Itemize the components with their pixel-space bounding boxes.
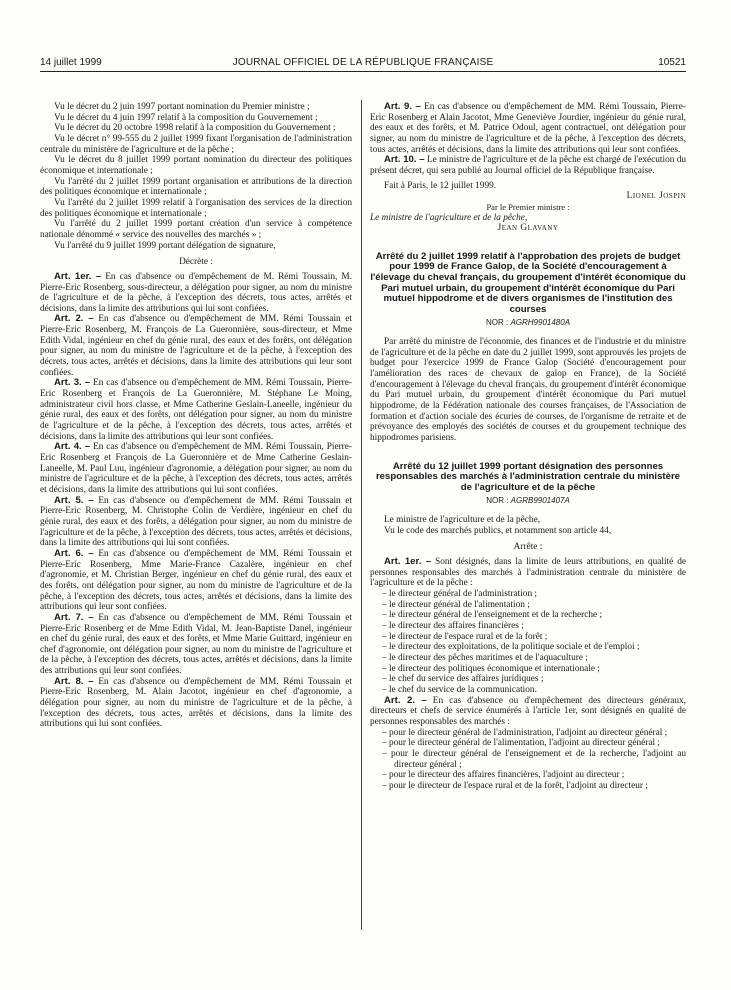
arrete-2-art-2 [370,696,686,728]
arrete-2-intro-1: Le ministre de l'agriculture et de la pêche, [384,515,541,526]
article-text: En cas d'absence ou d'empêchement de MM. Rémi Toussain et Pierre-Eric Rosenberg, M. Alain Jacotot, ingénieur en chef d'agronomie, a délégation pour signer, au nom du ministre de l'agriculture et de la pêche, à l'exception des décrets, tous actes, arrêtés et décisions, dans la limite des attributions qui lui sont confiées. [40,676,352,730]
list-item: – le directeur des affaires financières ; [382,621,524,631]
fait-line: Fait à Paris, le 12 juillet 1999. [384,180,497,191]
article-label: Art. 7. – [54,611,94,623]
article-label: Art. 1er. – [384,556,432,568]
header-title: JOURNAL OFFICIEL DE LA RÉPUBLIQUE FRANÇAISE [232,57,494,68]
arrete-1-body: Par arrêté du ministre de l'économie, des finances et de l'industrie et du ministre de l'agriculture et de la pêche en date du 2 juillet 1999, sont approuvés les projets de budget pour l'exercice 1999 de France Galop (Société d'encouragement pour l'amélioration des races de chevaux de galop en France), de la Société d'encouragement à l'élevage du cheval français, du groupement d'intérêt économique du Pari mutuel urbain, du groupement d'intérêt économique du Pari mutuel hippodrome, de la Fédération nationale des courses françaises, de l'Association de formation et d'action sociale des écuries de courses, de l'organisme de retraite et de prévoyance des employés des sociétés de courses et du groupement technique des hippodromes parisiens. [370,337,686,443]
article [370,155,686,176]
article-text: En cas d'absence ou d'empêchement de MM. Rémi Toussain, Pierre-Eric Rosenberg et François de La Gueronnière, M. Stéphane Le Moing, administrateur civil hors classe, et Mme Catherine Geslain-Laneelle, ingénieur du génie rural, des eaux et des forêts, ont délégation pour signer, au nom du ministre de l'agriculture et de la pêche, à l'exception des décrets, tous actes, arrêtés et décisions, dans la limite des attributions qui leur sont confiées. [40,378,352,442]
header-rule [40,71,686,72]
list-item: – pour le directeur des affaires financières, l'adjoint au directeur ; [382,770,625,781]
list-item: – le directeur de l'espace rural et de la forêt ; [382,631,548,642]
article-label: Art. 8. – [54,675,94,687]
visa-item: Vu le décret du 4 juin 1997 relatif à la composition du Gouvernement ; [54,112,318,123]
arrete-2-art-1 [370,557,686,589]
article-label: Art. 5. – [54,494,94,506]
article-label: Art. 1er. – [54,270,102,282]
arrete-1-title: Arrêté du 2 juillet 1999 relatif à l'approbation des projets de budget pour 1999 de France Galop, de la Société d'encouragement à l'élevage du cheval français, du groupement d'intérêt économique du Pari mutuel urbain, du groupement d'intérêt économique du Pari mutuel hippodrome et de divers organismes de l'institution des courses [370,250,686,315]
nor-label: NOR : [486,496,509,506]
article-label: Art. 4. – [54,441,91,453]
arrete-2-intro-2: Vu le code des marchés publics, et notamment son article 44, [384,525,612,536]
article-label: Art. 9. – [384,101,421,112]
article-text: En cas d'absence ou d'empêchement de MM. Rémi Toussain, Pierre-Eric Rosenberg et François de La Gueronnière et de Mme Catherine Geslain-Laneelle, M. Paul Luu, ingénieur d'agronomie, a délégation pour signer, au nom du ministre de l'agriculture et de la pêche, à l'exception des décrets, tous actes, arrêtés et décisions, dans la limite des attributions qui lui sont confiées. [40,442,352,495]
arrete-2-nor [370,496,686,507]
article [40,613,352,677]
list-item: – le chef du service des affaires juridiques ; [382,674,544,685]
left-column [40,102,352,730]
article-label: Art. 2. – [384,694,427,706]
nor-code: AGRB9901407A [510,496,570,506]
list-item: – pour le directeur général de l'enseignement et de la recherche, l'adjoint au directeur général ; [382,748,686,770]
responsables-list [370,589,686,696]
article-label: Art. 3. – [54,377,91,389]
right-column [370,102,686,792]
list-item: – pour le directeur général de l'administration, l'adjoint au directeur général ; [382,727,668,738]
article [40,549,352,613]
right-articles [370,102,686,177]
arrete-1-nor [370,318,686,329]
arrete-heading: Arrête : [513,542,543,553]
article [40,496,352,549]
visa-item: Vu le décret du 8 juillet 1999 portant nomination du directeur des politiques économique et internationale ; [40,155,352,176]
left-articles [40,272,352,730]
minister-title: Le ministre de l'agriculture et de la pêche, [370,212,528,223]
article-text: En cas d'absence ou d'empêchement de M. Rémi Toussain, M. Pierre-Eric Rosenberg, sous-directeur, a délégation pour signer, au nom du ministre de l'agriculture et de la pêche, à l'exception des décrets, tous actes, arrêtés et décisions, dans la limite des attributions qui lui sont confiées. [40,271,352,314]
signature-prime-minister: Lionel Jospin [626,191,686,202]
decrete-heading: Décrète : [179,257,213,268]
page-header [40,57,686,71]
article-text: Le ministre de l'agriculture et de la pêche est chargé de l'exécution du présent décret, qui sera publié au Journal officiel de la République française. [370,155,687,176]
article-text: Sont désignés, dans la limite de leurs attributions, en qualité de personnes responsables des marchés à l'administration centrale du ministère de l'agriculture et de la pêche : [370,557,686,589]
list-item: – le directeur des pêches maritimes et de l'aquaculture ; [382,652,588,663]
article-label: Art. 10. – [384,154,425,166]
visa-item: Vu le décret du 2 juin 1997 portant nomination du Premier ministre ; [54,102,310,112]
visa-item: Vu l'arrêté du 9 juillet 1999 portant délégation de signature, [54,240,276,251]
list-item: – pour le directeur de l'espace rural et de la forêt, l'adjoint au directeur ; [382,780,648,791]
list-item: – pour le directeur général de l'alimentation, l'adjoint au directeur général ; [382,738,661,749]
list-item: – le chef du service de la communication. [382,684,537,695]
article-text: En cas d'absence ou d'empêchement de MM. Rémi Toussain, Pierre-Eric Rosenberg et Alain Jacotot, Mme Geneviève Jourdier, ingénieur du génie rural, des eaux et des forêts, et M. Patrice Odoul, agent contractuel, ont délégation pour signer, au nom du ministre de l'agriculture et de la pêche, à l'exception des décrets, tous actes, arrêtés et décisions, dans la limite des attributions qui leur sont confiées. [370,102,687,155]
visa-list [40,102,352,251]
page-number: 10521 [658,57,686,68]
header-date: 14 juillet 1999 [40,57,102,68]
visa-item: Vu le décret n° 99-555 du 2 juillet 1999 fixant l'organisation de l'administration centrale du ministère de l'agriculture et de la pêche ; [40,133,352,155]
article [40,677,352,730]
article [40,314,352,378]
signature-minister: Jean Glavany [497,223,559,234]
article-text: En cas d'absence ou d'empêchement des directeurs généraux, directeurs et chefs de service énumérés à l'article 1er, sont désignés en qualité de personnes responsables des marchés : [370,695,686,727]
list-item: – le directeur général de l'administration ; [382,589,538,600]
article-label: Art. 6. – [54,547,94,559]
list-item: – le directeur des politiques économique et internationale ; [382,663,600,674]
suppleants-list [370,728,686,792]
article [40,442,352,495]
nor-label: NOR : [485,318,509,328]
article [40,378,352,442]
par-le-premier-ministre: Par le Premier ministre : [486,201,570,212]
visa-item: Vu le décret du 20 octobre 1998 relatif à la composition du Gouvernement ; [54,123,336,134]
arrete-2-title: Arrêté du 12 juillet 1999 portant désignation des personnes responsables des marchés à l'administration centrale du ministère de l'agriculture et de la pêche [375,460,681,493]
list-item: – le directeur des exploitations, de la politique sociale et de l'emploi ; [382,642,640,653]
list-item: – le directeur général de l'alimentation ; [382,599,530,610]
column-divider [361,100,362,930]
visa-item: Vu l'arrêté du 2 juillet 1999 relatif à l'organisation des services de la direction des politiques économique et internationale ; [40,197,352,219]
article [40,272,352,315]
nor-code: AGRH9901480A [510,318,571,328]
article-text: En cas d'absence ou d'empêchement de MM. Rémi Toussain et Pierre-Eric Rosenberg et de Mme Edith Vidal, M. Jean-Baptiste Danel, ingénieur en chef du génie rural, des eaux et des forêts, et Mme Marie Guittard, ingénieur en chef d'agronomie, ont délégation pour signer, au nom du ministre de l'agriculture et de la pêche, à l'exception des décrets, tous actes, arrêtés et décisions, dans la limite des attributions qui leur sont confiées. [40,612,352,677]
list-item: – le directeur général de l'enseignement et de la recherche ; [382,610,603,621]
article-text: En cas d'absence ou d'empêchement de MM. Rémi Toussain et Pierre-Eric Rosenberg, Mme Marie-France Cazalère, ingénieur en chef d'agronomie, et M. Christian Berger, ingénieur en chef du génie rural, des eaux et des forêts, ont délégation pour signer, au nom du ministre de l'agriculture et de la pêche, à l'exception des décrets, tous actes, arrêtés et décisions, dans la limite des attributions qui leur sont confiées. [40,548,352,613]
article-text: En cas d'absence ou d'empêchement de MM. Rémi Toussain et Pierre-Eric Rosenberg, M. Christophe Colin de Verdière, ingénieur en chef du génie rural, des eaux et des forêts, a délégation pour signer, au nom du ministre de l'agriculture et de la pêche, à l'exception des décrets, tous actes, arrêtés et décisions, dans la limite des attributions qui lui sont confiées. [40,495,352,549]
article-text: En cas d'absence ou d'empêchement de MM. Rémi Toussain et Pierre-Eric Rosenberg, M. François de La Gueronnière, sous-directeur, et Mme Edith Vidal, ingénieur en chef du génie rural, des eaux et des forêts, ont délégation pour signer, au nom du ministre de l'agriculture et de la pêche, à l'exception des décrets, tous actes, arrêtés et décisions, dans la limite des attributions qui leur sont confiées. [40,314,352,378]
visa-item: Vu l'arrêté du 2 juillet 1999 portant création d'un service à compétence nationale dénommé « service des nouvelles des marchés » ; [40,219,352,240]
visa-item: Vu l'arrêté du 2 juillet 1999 portant organisation et attributions de la direction des politiques économique et internationale ; [40,176,352,198]
article [370,102,686,155]
article-label: Art. 2. – [54,313,94,325]
